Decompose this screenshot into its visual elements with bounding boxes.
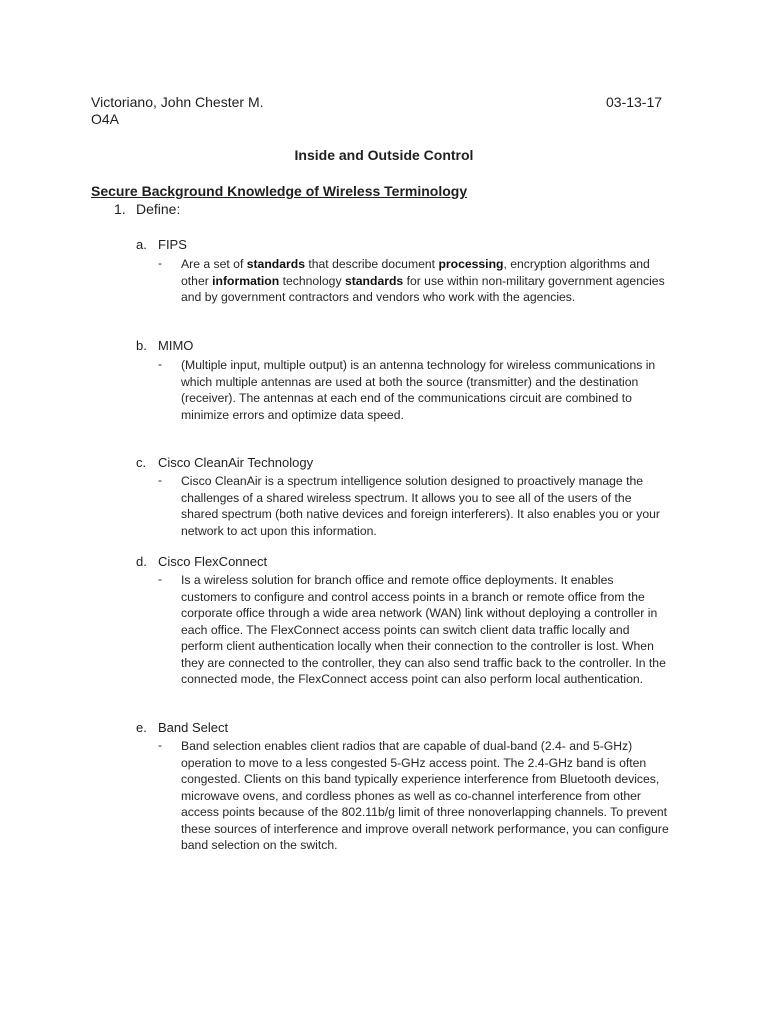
term-marker: a. xyxy=(136,237,147,252)
bullet-dash: - xyxy=(158,572,162,586)
term-description: (Multiple input, multiple output) is an antenna technology for wireless communications in which multiple antennas are used at both the source (transmitter) and the destination (receiver). The antennas at each end of the communications circuit are combined to minimize errors and optimize data speed. xyxy=(181,358,656,422)
term-marker: e. xyxy=(136,720,147,735)
term-name: Cisco FlexConnect xyxy=(158,554,268,569)
term-name: FIPS xyxy=(158,237,187,252)
bullet-dash: - xyxy=(158,256,162,270)
list-number: 1. xyxy=(114,201,126,217)
term-marker: c. xyxy=(136,455,147,470)
document-title: Inside and Outside Control xyxy=(294,147,474,163)
bold-keyword: standards xyxy=(246,257,305,271)
term-description: Is a wireless solution for branch office and remote office deployments. It enables customers to configure and control access points in a branch or remote office from the corporate office through a wide area network (WAN) link without deploying a controller in each office. The FlexConnect access points can switch client data traffic locally and perform client authentication locally when their connection to the controller is lost. When they are connected to the controller, they can also send traffic back to the controller. In the connected mode, the FlexConnect access point can also perform local authentication. xyxy=(181,573,666,686)
term-description: Cisco CleanAir is a spectrum intelligence solution designed to proactively manage the challenges of a shared wireless spectrum. It allows you to see all of the users of the shared spectrum (both native devices and foreign interferers). It also enables you or your network to act upon this information. xyxy=(181,474,660,538)
bullet-dash: - xyxy=(158,738,162,752)
list-label: Define: xyxy=(136,201,181,217)
bold-keyword: information xyxy=(212,273,280,288)
term-name: MIMO xyxy=(158,338,194,353)
term-name: Band Select xyxy=(158,720,229,735)
bullet-dash: - xyxy=(158,473,162,487)
term-description: Band selection enables client radios that are capable of dual-band (2.4- and 5-GHz) operation to move to a less congested 5-GHz access point. The 2.4-GHz band is often congested. Clients on this band typically experience interference from Bluetooth devices, microwave ovens, and cordless phones as well as co-channel interference from other access points because of the 802.11b/g limit of three nonoverlapping channels. To prevent these sources of interference and improve overall network performance, you can configure band selection on the switch. xyxy=(181,739,669,852)
section-code: O4A xyxy=(91,111,120,127)
term-marker: d. xyxy=(136,554,147,569)
document-date: 03-13-17 xyxy=(606,94,663,110)
bullet-dash: - xyxy=(158,357,162,371)
section-heading: Secure Background Knowledge of Wireless Terminology xyxy=(91,183,468,199)
bold-keyword: standards xyxy=(344,273,404,288)
term-description: Are a set of standards that describe document processing, encryption algorithms and other information technology standards for use within non-military government agencies and by government contractors and vendors who work with the agencies. xyxy=(181,257,665,304)
bold-keyword: processing xyxy=(438,257,504,271)
term-name: Cisco CleanAir Technology xyxy=(158,455,314,470)
author-name: Victoriano, John Chester M. xyxy=(91,94,264,110)
term-marker: b. xyxy=(136,338,147,353)
